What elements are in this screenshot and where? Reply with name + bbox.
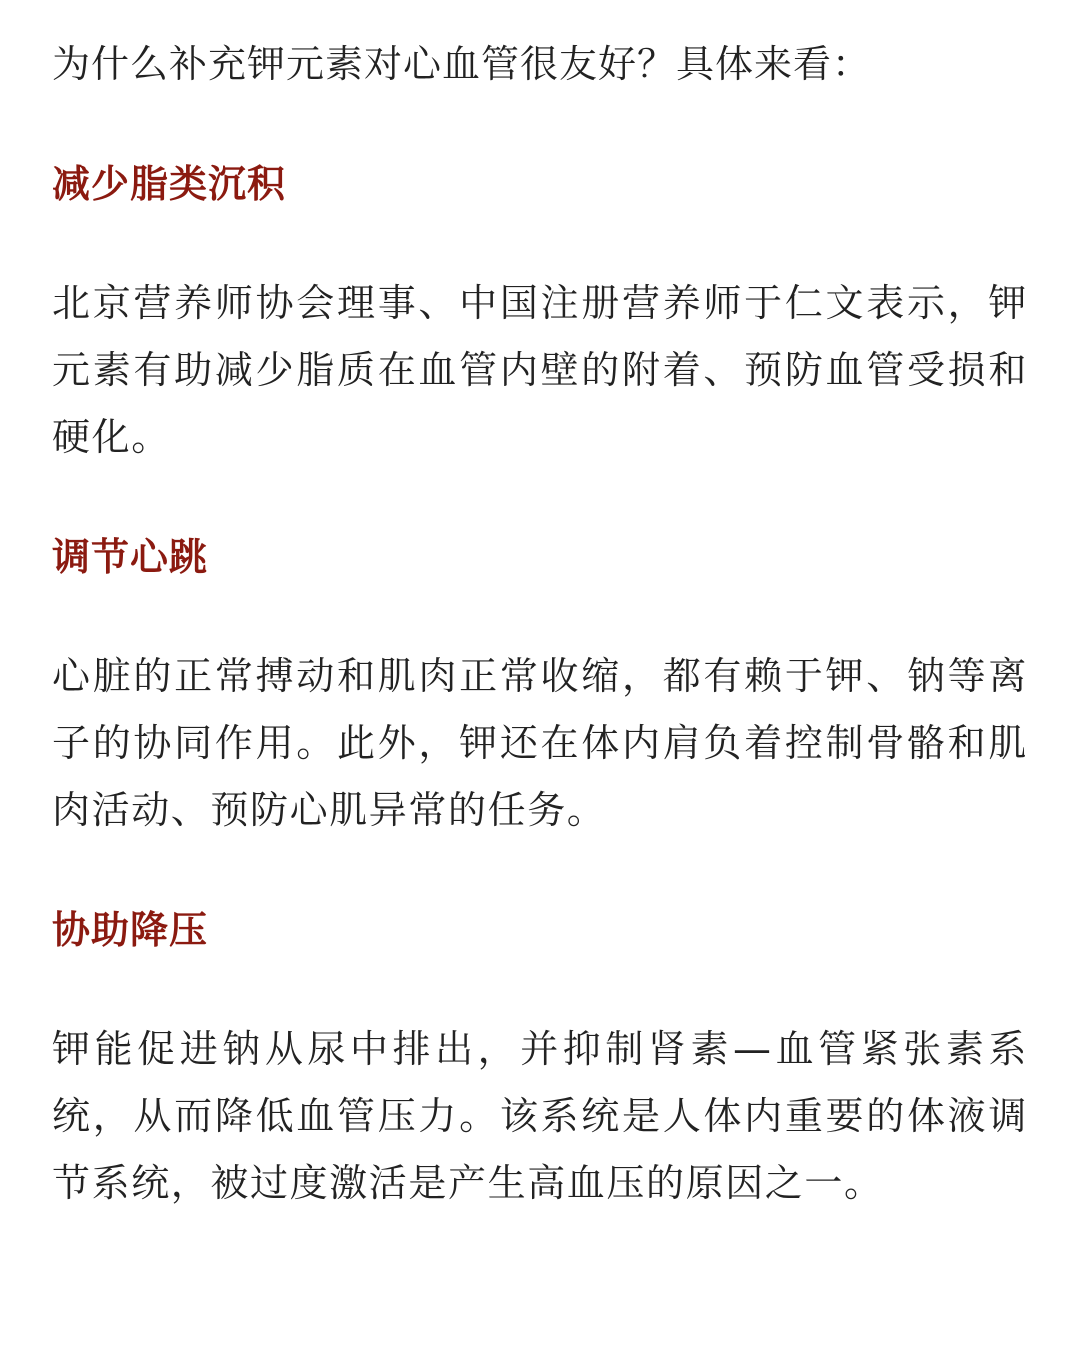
section-reduce-lipid (52, 154, 1028, 471)
section-heading: 减少脂类沉积 (52, 162, 287, 206)
intro-text: 为什么补充钾元素对心血管很友好？具体来看： (52, 42, 872, 86)
section-lower-pressure (52, 900, 1028, 1217)
section-paragraph: 北京营养师协会理事、中国注册营养师于仁文表示，钾元素有助减少脂质在血管内壁的附着、预防血管受损和硬化。 (52, 281, 1028, 459)
section-paragraph: 心脏的正常搏动和肌肉正常收缩，都有赖于钾、钠等离子的协同作用。此外，钾还在体内肩负着控制骨骼和肌肉活动、预防心肌异常的任务。 (52, 654, 1028, 832)
section-heading: 调节心跳 (52, 535, 209, 579)
section-regulate-heartbeat (52, 527, 1028, 844)
section-paragraph: 钾能促进钠从尿中排出，并抑制肾素—血管紧张素系统，从而降低血管压力。该系统是人体内重要的体液调节系统，被过度激活是产生高血压的原因之一。 (52, 1027, 1028, 1205)
section-heading: 协助降压 (52, 908, 209, 952)
